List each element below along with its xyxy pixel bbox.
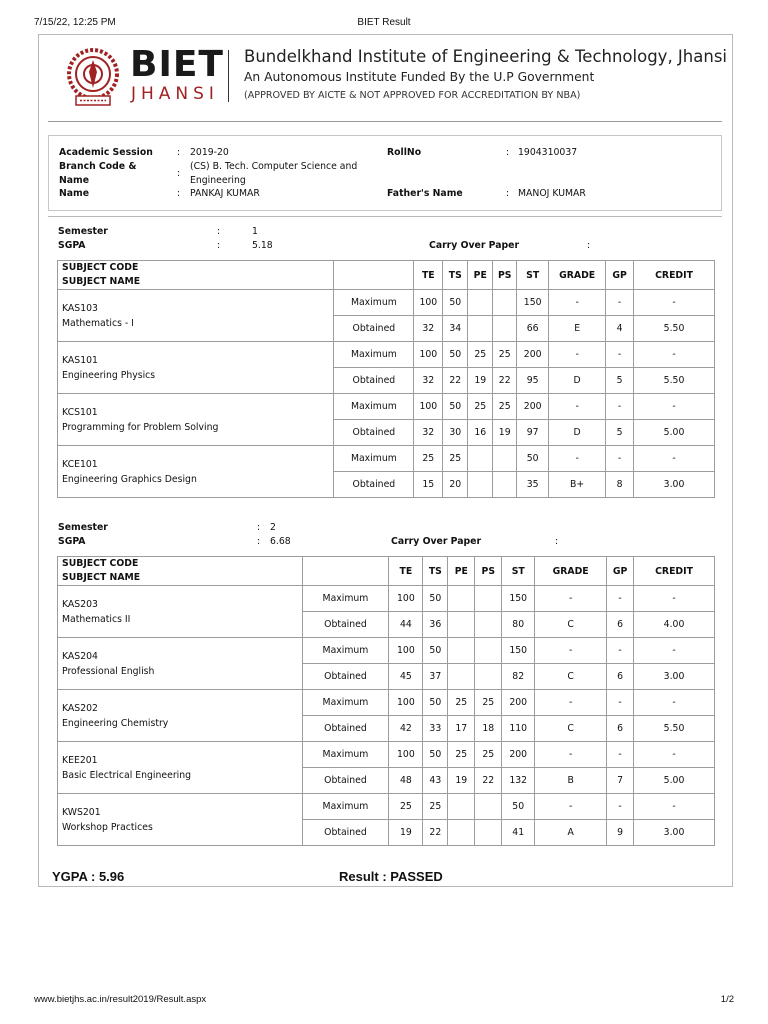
max-pe bbox=[448, 638, 475, 664]
subject-cell bbox=[58, 742, 303, 794]
obt-ps: 19 bbox=[493, 420, 517, 446]
subject-name-header: SUBJECT NAME bbox=[62, 276, 141, 287]
obt-ts: 37 bbox=[423, 664, 448, 690]
branch-label-2: Name bbox=[59, 175, 90, 186]
obt-credit: 3.00 bbox=[634, 820, 715, 846]
colon: : bbox=[555, 536, 559, 547]
credit-header: CREDIT bbox=[634, 557, 715, 586]
max-grade: - bbox=[549, 290, 606, 316]
subject-name: Mathematics - I bbox=[62, 317, 134, 329]
ts-header: TS bbox=[443, 261, 468, 290]
sgpa-2-label: SGPA bbox=[58, 536, 86, 547]
max-pe: 25 bbox=[448, 742, 475, 768]
obt-pe bbox=[468, 472, 493, 498]
maximum-label: Maximum bbox=[302, 638, 389, 664]
obt-credit: 5.50 bbox=[634, 368, 715, 394]
obt-credit: 3.00 bbox=[634, 664, 715, 690]
subject-code: KAS101 bbox=[62, 354, 98, 366]
subject-name-header: SUBJECT NAME bbox=[62, 572, 141, 583]
obtained-label: Obtained bbox=[334, 420, 414, 446]
max-pe bbox=[468, 446, 493, 472]
subject-name: Mathematics II bbox=[62, 613, 131, 625]
session-value: 2019-20 bbox=[190, 147, 229, 158]
table-row bbox=[58, 638, 715, 664]
obt-grade: A bbox=[535, 820, 607, 846]
max-ps: 25 bbox=[493, 394, 517, 420]
sgpa-2-value: 6.68 bbox=[270, 536, 291, 547]
max-grade: - bbox=[549, 446, 606, 472]
obt-pe: 19 bbox=[468, 368, 493, 394]
subject-name: Basic Electrical Engineering bbox=[62, 769, 192, 781]
subject-code-header: SUBJECT CODE bbox=[62, 262, 139, 273]
subject-code: KAS203 bbox=[62, 598, 98, 610]
obtained-label: Obtained bbox=[302, 664, 389, 690]
obt-grade: D bbox=[549, 420, 606, 446]
max-ts: 50 bbox=[423, 690, 448, 716]
obt-ps bbox=[493, 472, 517, 498]
max-credit: - bbox=[634, 342, 715, 368]
obt-credit: 5.00 bbox=[634, 768, 715, 794]
obt-credit: 5.50 bbox=[634, 716, 715, 742]
institute-approval: (APPROVED BY AICTE & NOT APPROVED FOR ACCREDITATION BY NBA) bbox=[244, 90, 581, 101]
maximum-label: Maximum bbox=[302, 742, 389, 768]
max-grade: - bbox=[535, 794, 607, 820]
obt-te: 42 bbox=[389, 716, 423, 742]
semester-1-value: 1 bbox=[252, 226, 258, 237]
subject-code: KWS201 bbox=[62, 806, 101, 818]
max-pe: 25 bbox=[448, 690, 475, 716]
obt-grade: C bbox=[535, 612, 607, 638]
obt-gp: 6 bbox=[607, 664, 634, 690]
max-ps: 25 bbox=[475, 690, 502, 716]
obt-st: 97 bbox=[517, 420, 549, 446]
subject-code-header: SUBJECT CODE bbox=[62, 558, 139, 569]
max-ts: 50 bbox=[443, 342, 468, 368]
institute-header bbox=[62, 44, 728, 114]
obt-ps bbox=[475, 612, 502, 638]
print-header bbox=[0, 17, 768, 31]
max-credit: - bbox=[634, 742, 715, 768]
max-grade: - bbox=[535, 586, 607, 612]
colon: : bbox=[177, 168, 181, 179]
gp-header: GP bbox=[606, 261, 634, 290]
max-ts: 25 bbox=[423, 794, 448, 820]
obt-gp: 7 bbox=[607, 768, 634, 794]
obt-grade: D bbox=[549, 368, 606, 394]
obt-credit: 5.00 bbox=[634, 420, 715, 446]
max-ts: 50 bbox=[443, 290, 468, 316]
max-te: 100 bbox=[414, 394, 443, 420]
print-page-title: BIET Result bbox=[357, 17, 411, 28]
obt-gp: 9 bbox=[607, 820, 634, 846]
max-gp: - bbox=[606, 394, 634, 420]
max-credit: - bbox=[634, 638, 715, 664]
grade-header: GRADE bbox=[549, 261, 606, 290]
branch-value: (CS) B. Tech. Computer Science and bbox=[190, 161, 358, 172]
obt-te: 32 bbox=[414, 420, 443, 446]
carry-over-2-label: Carry Over Paper bbox=[391, 536, 482, 547]
obt-te: 32 bbox=[414, 316, 443, 342]
obt-credit: 5.50 bbox=[634, 316, 715, 342]
max-credit: - bbox=[634, 394, 715, 420]
obt-grade: B bbox=[535, 768, 607, 794]
subject-name: Workshop Practices bbox=[62, 821, 153, 833]
maximum-label: Maximum bbox=[302, 794, 389, 820]
obt-gp: 4 bbox=[606, 316, 634, 342]
subject-cell bbox=[58, 690, 303, 742]
obt-pe: 17 bbox=[448, 716, 475, 742]
max-st: 200 bbox=[517, 394, 549, 420]
max-gp: - bbox=[607, 638, 634, 664]
logo-wordmark: BIET bbox=[130, 44, 224, 85]
colon: : bbox=[257, 536, 261, 547]
obt-st: 110 bbox=[502, 716, 535, 742]
ts-header: TS bbox=[423, 557, 448, 586]
subject-code: KAS204 bbox=[62, 650, 98, 662]
table-row bbox=[58, 742, 715, 768]
obt-st: 80 bbox=[502, 612, 535, 638]
sgpa-1-label: SGPA bbox=[58, 240, 86, 251]
obt-gp: 6 bbox=[607, 612, 634, 638]
obt-ps: 18 bbox=[475, 716, 502, 742]
obt-credit: 3.00 bbox=[634, 472, 715, 498]
max-te: 25 bbox=[414, 446, 443, 472]
max-credit: - bbox=[634, 690, 715, 716]
obt-gp: 8 bbox=[606, 472, 634, 498]
max-pe bbox=[448, 794, 475, 820]
obtained-label: Obtained bbox=[302, 716, 389, 742]
subject-code: KEE201 bbox=[62, 754, 98, 766]
table-row bbox=[58, 342, 715, 368]
obt-ts: 30 bbox=[443, 420, 468, 446]
grade-header: GRADE bbox=[535, 557, 607, 586]
te-header: TE bbox=[414, 261, 443, 290]
max-grade: - bbox=[535, 638, 607, 664]
max-gp: - bbox=[606, 446, 634, 472]
max-gp: - bbox=[607, 586, 634, 612]
credit-header: CREDIT bbox=[634, 261, 715, 290]
colon: : bbox=[257, 522, 261, 533]
max-pe bbox=[468, 290, 493, 316]
subject-code: KCS101 bbox=[62, 406, 98, 418]
obt-grade: C bbox=[535, 716, 607, 742]
obt-pe bbox=[448, 664, 475, 690]
semester-1-table bbox=[57, 260, 715, 498]
ps-header: PS bbox=[475, 557, 502, 586]
max-ts: 50 bbox=[423, 742, 448, 768]
max-te: 100 bbox=[389, 742, 423, 768]
brand-divider bbox=[228, 50, 229, 102]
logo-city: JHANSI bbox=[131, 84, 219, 104]
max-ps: 25 bbox=[493, 342, 517, 368]
ygpa: YGPA : 5.96 bbox=[52, 869, 125, 884]
subject-cell bbox=[58, 638, 303, 690]
type-header bbox=[334, 261, 414, 290]
obt-pe bbox=[448, 612, 475, 638]
max-credit: - bbox=[634, 794, 715, 820]
obt-st: 35 bbox=[517, 472, 549, 498]
max-ts: 50 bbox=[443, 394, 468, 420]
type-header bbox=[302, 557, 389, 586]
name-value: PANKAJ KUMAR bbox=[190, 188, 260, 199]
obt-ts: 34 bbox=[443, 316, 468, 342]
max-ps bbox=[493, 290, 517, 316]
st-header: ST bbox=[502, 557, 535, 586]
subject-cell bbox=[58, 586, 303, 638]
branch-value-2: Engineering bbox=[190, 175, 246, 186]
obt-te: 32 bbox=[414, 368, 443, 394]
institute-subtitle: An Autonomous Institute Funded By the U.P Government bbox=[244, 70, 595, 84]
gp-header: GP bbox=[607, 557, 634, 586]
max-ps bbox=[475, 794, 502, 820]
max-pe bbox=[448, 586, 475, 612]
obt-te: 19 bbox=[389, 820, 423, 846]
max-te: 25 bbox=[389, 794, 423, 820]
max-gp: - bbox=[607, 690, 634, 716]
obt-gp: 5 bbox=[606, 368, 634, 394]
max-st: 200 bbox=[517, 342, 549, 368]
obt-te: 48 bbox=[389, 768, 423, 794]
colon: : bbox=[506, 147, 510, 158]
colon: : bbox=[177, 147, 181, 158]
father-label: Father's Name bbox=[387, 188, 463, 199]
obt-te: 45 bbox=[389, 664, 423, 690]
colon: : bbox=[177, 188, 181, 199]
colon: : bbox=[587, 240, 591, 251]
father-value: MANOJ KUMAR bbox=[518, 188, 586, 199]
subject-cell bbox=[58, 394, 334, 446]
colon: : bbox=[217, 226, 221, 237]
table-row bbox=[58, 690, 715, 716]
max-ts: 50 bbox=[423, 638, 448, 664]
max-ps bbox=[493, 446, 517, 472]
obt-st: 41 bbox=[502, 820, 535, 846]
subject-name: Engineering Chemistry bbox=[62, 717, 169, 729]
subject-cell bbox=[58, 446, 334, 498]
obt-st: 82 bbox=[502, 664, 535, 690]
maximum-label: Maximum bbox=[302, 586, 389, 612]
max-te: 100 bbox=[414, 342, 443, 368]
obt-grade: C bbox=[535, 664, 607, 690]
print-datetime: 7/15/22, 12:25 PM bbox=[34, 17, 116, 28]
max-grade: - bbox=[549, 342, 606, 368]
obt-ps bbox=[493, 316, 517, 342]
semester-2-label: Semester bbox=[58, 522, 108, 533]
obt-te: 15 bbox=[414, 472, 443, 498]
subject-code: KAS103 bbox=[62, 302, 98, 314]
result-status: Result : PASSED bbox=[339, 869, 443, 884]
maximum-label: Maximum bbox=[334, 290, 414, 316]
institute-name: Bundelkhand Institute of Engineering & Technology, Jhansi bbox=[244, 47, 728, 66]
obt-grade: E bbox=[549, 316, 606, 342]
carry-over-1-label: Carry Over Paper bbox=[429, 240, 520, 251]
roll-value: 1904310037 bbox=[518, 147, 578, 158]
max-st: 200 bbox=[502, 690, 535, 716]
max-st: 150 bbox=[517, 290, 549, 316]
obt-gp: 5 bbox=[606, 420, 634, 446]
print-url: www.bietjhs.ac.in/result2019/Result.aspx bbox=[34, 994, 207, 1005]
max-ts: 50 bbox=[423, 586, 448, 612]
pe-header: PE bbox=[468, 261, 493, 290]
max-ts: 25 bbox=[443, 446, 468, 472]
colon: : bbox=[217, 240, 221, 251]
obt-gp: 6 bbox=[607, 716, 634, 742]
table-header-row bbox=[58, 557, 715, 586]
obt-grade: B+ bbox=[549, 472, 606, 498]
max-credit: - bbox=[634, 290, 715, 316]
obtained-label: Obtained bbox=[334, 316, 414, 342]
max-grade: - bbox=[535, 690, 607, 716]
summary-divider bbox=[38, 886, 733, 887]
maximum-label: Maximum bbox=[334, 446, 414, 472]
max-te: 100 bbox=[414, 290, 443, 316]
max-credit: - bbox=[634, 586, 715, 612]
max-gp: - bbox=[606, 342, 634, 368]
obtained-label: Obtained bbox=[302, 768, 389, 794]
max-ps bbox=[475, 586, 502, 612]
maximum-label: Maximum bbox=[334, 342, 414, 368]
max-ps: 25 bbox=[475, 742, 502, 768]
obt-st: 95 bbox=[517, 368, 549, 394]
student-info-box bbox=[48, 135, 722, 211]
max-te: 100 bbox=[389, 690, 423, 716]
session-label: Academic Session bbox=[59, 147, 153, 158]
semester-2-value: 2 bbox=[270, 522, 276, 533]
subject-name: Programming for Problem Solving bbox=[62, 421, 219, 433]
obt-ts: 43 bbox=[423, 768, 448, 794]
max-st: 150 bbox=[502, 586, 535, 612]
print-footer bbox=[0, 994, 768, 1008]
max-pe: 25 bbox=[468, 342, 493, 368]
st-header: ST bbox=[517, 261, 549, 290]
obtained-label: Obtained bbox=[334, 368, 414, 394]
table-row bbox=[58, 446, 715, 472]
subject-name: Engineering Graphics Design bbox=[62, 473, 197, 485]
table-row bbox=[58, 586, 715, 612]
max-ps bbox=[475, 638, 502, 664]
obt-st: 66 bbox=[517, 316, 549, 342]
obt-pe: 19 bbox=[448, 768, 475, 794]
table-row bbox=[58, 290, 715, 316]
subject-cell bbox=[58, 342, 334, 394]
obt-ts: 22 bbox=[423, 820, 448, 846]
ps-header: PS bbox=[493, 261, 517, 290]
branch-label: Branch Code & bbox=[59, 161, 137, 172]
sgpa-1-value: 5.18 bbox=[252, 240, 273, 251]
institute-logo-icon bbox=[62, 44, 124, 108]
obt-pe: 16 bbox=[468, 420, 493, 446]
obt-ts: 36 bbox=[423, 612, 448, 638]
max-st: 200 bbox=[502, 742, 535, 768]
obt-pe bbox=[448, 820, 475, 846]
subject-code: KCE101 bbox=[62, 458, 98, 470]
obt-ps bbox=[475, 664, 502, 690]
max-st: 150 bbox=[502, 638, 535, 664]
max-gp: - bbox=[607, 794, 634, 820]
maximum-label: Maximum bbox=[334, 394, 414, 420]
subject-cell bbox=[58, 794, 303, 846]
subject-cell bbox=[58, 290, 334, 342]
subject-name: Engineering Physics bbox=[62, 369, 156, 381]
obt-te: 44 bbox=[389, 612, 423, 638]
max-credit: - bbox=[634, 446, 715, 472]
obt-pe bbox=[468, 316, 493, 342]
obt-ts: 20 bbox=[443, 472, 468, 498]
obt-ps: 22 bbox=[493, 368, 517, 394]
table-header-row bbox=[58, 261, 715, 290]
roll-label: RollNo bbox=[387, 147, 422, 158]
semester-2-table bbox=[57, 556, 715, 846]
subject-code: KAS202 bbox=[62, 702, 98, 714]
obtained-label: Obtained bbox=[302, 820, 389, 846]
max-te: 100 bbox=[389, 638, 423, 664]
subject-header bbox=[58, 557, 303, 586]
max-grade: - bbox=[549, 394, 606, 420]
max-st: 50 bbox=[502, 794, 535, 820]
obtained-label: Obtained bbox=[302, 612, 389, 638]
obt-st: 132 bbox=[502, 768, 535, 794]
colon: : bbox=[506, 188, 510, 199]
subject-header bbox=[58, 261, 334, 290]
name-label: Name bbox=[59, 188, 90, 199]
pe-header: PE bbox=[448, 557, 475, 586]
subject-name: Professional English bbox=[62, 665, 155, 677]
table-row bbox=[58, 794, 715, 820]
max-st: 50 bbox=[517, 446, 549, 472]
obt-ps bbox=[475, 820, 502, 846]
obt-ps: 22 bbox=[475, 768, 502, 794]
semester-1-divider bbox=[48, 216, 722, 217]
obt-ts: 22 bbox=[443, 368, 468, 394]
print-page-number: 1/2 bbox=[720, 994, 734, 1005]
max-gp: - bbox=[606, 290, 634, 316]
max-pe: 25 bbox=[468, 394, 493, 420]
te-header: TE bbox=[389, 557, 423, 586]
obt-credit: 4.00 bbox=[634, 612, 715, 638]
max-grade: - bbox=[535, 742, 607, 768]
max-gp: - bbox=[607, 742, 634, 768]
obtained-label: Obtained bbox=[334, 472, 414, 498]
semester-1-label: Semester bbox=[58, 226, 108, 237]
maximum-label: Maximum bbox=[302, 690, 389, 716]
max-te: 100 bbox=[389, 586, 423, 612]
table-row bbox=[58, 394, 715, 420]
obt-ts: 33 bbox=[423, 716, 448, 742]
header-divider bbox=[48, 121, 722, 122]
